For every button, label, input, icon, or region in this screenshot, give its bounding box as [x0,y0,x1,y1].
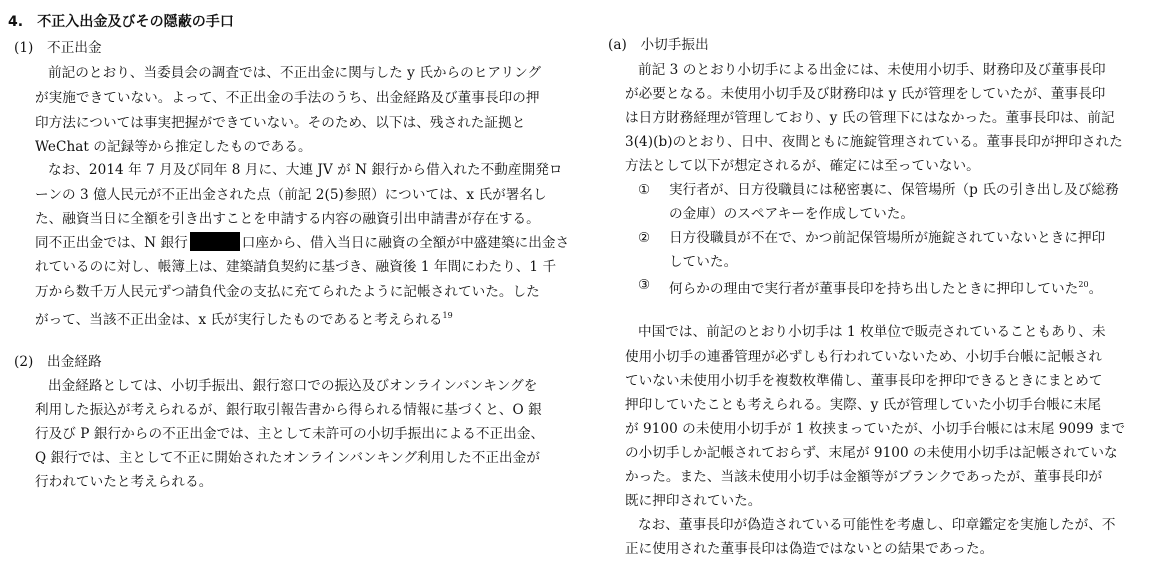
paragraph-line: の小切手しか記帳されておらず、末尾が 9100 の未使用小切手は記帳されていな [625,445,1118,461]
list-item-1-number: ① [638,182,651,198]
paragraph-line: れているのに対し、帳簿上は、建築請負契約に基づき、融資後 1 年間にわたり、1 千 [35,259,557,275]
paragraph-line: 前記 3 のとおり小切手による出金には、未使用小切手、財務印及び董事長印 [638,62,1106,78]
list-item-2-line: 日方役職員が不在で、かつ前記保管場所が施錠されていないときに押印 [669,230,1106,246]
footnote-ref-20[interactable]: 20 [1078,280,1089,289]
paragraph-line: が 9100 の未使用小切手が 1 枚挟まっていたが、小切手台帳には末尾 9099 まで [625,421,1126,437]
paragraph-line: 前記のとおり、当委員会の調査では、不正出金に関与した y 氏からのヒアリング [48,65,542,81]
paragraph-line: 中国では、前記のとおり小切手は 1 枚単位で販売されていることもあり、未 [638,324,1106,340]
subsection-a-label: (a) 小切手振出 [608,37,709,53]
list-item-1-line: の金庫）のスペアキーを作成していた。 [669,206,915,222]
paragraph-line: 出金経路としては、小切手振出、銀行窓口での振込及びオンラインバンキングを [48,378,538,394]
paragraph-line: なお、董事長印が偽造されている可能性を考慮し、印章鑑定を実施したが、不 [638,517,1116,533]
text-after-redaction: 口座から、借入当日に融資の全額が中盛建築に出金さ [241,235,570,251]
paragraph-line: 行及び P 銀行からの不正出金では、主として未許可の小切手振出による不正出金、 [35,426,545,442]
paragraph-line: 使用小切手の連番管理が必ずしも行われていないため、小切手台帳に記帳され [625,349,1102,365]
paragraph-line: は日方財務経理が管理しており、y 氏の管理下にはなかった。董事長印は、前記 [625,110,1115,126]
paragraph-line: 3(4)(b)のとおり、日中、夜間ともに施錠管理されている。董事長印が押印された [625,134,1123,150]
paragraph-line: 印方法については事実把握ができていない。そのため、以下は、残された証拠と [35,115,526,131]
subsection-2-label: (2) 出金経路 [14,354,102,370]
paragraph-line: が必要となる。未使用小切手及び財務印は y 氏が管理をしていたが、董事長印 [625,86,1106,102]
list-item-1-line: 実行者が、日方役職員には秘密裏に、保管場所（p 氏の引き出し及び総務 [669,182,1119,198]
paragraph-line: WeChat の記録等から推定したものである。 [35,139,312,155]
paragraph-line: かった。また、当該未使用小切手は金額等がブランクであったが、董事長印が [625,469,1103,485]
list-item-3-text: 何らかの理由で実行者が董事長印を持ち出したときに押印していた [669,281,1079,297]
paragraph-line: 既に押印されていた。 [625,493,762,509]
paragraph-text: がって、当該不正出金は、x 氏が実行したものであると考えられる [35,312,443,328]
paragraph-line: なお、2014 年 7 月及び同年 8 月に、大連 JV が N 銀行から借入れた不動産開発ロ [48,162,563,178]
paragraph-line: 利用した振込が考えられるが、銀行取引報告書から得られる情報に基づくと、O 銀 [35,402,542,418]
paragraph-line: Q 銀行では、主として不正に開始されたオンラインバンキング利用した不正出金が [35,450,540,466]
paragraph-line-with-redaction [35,231,569,255]
paragraph-line: た、融資当日に全額を引き出すことを申請する内容の融資引出申請書が存在する。 [35,211,540,227]
list-item-3-line-with-footnote [669,273,1102,301]
paragraph-line: 正に使用された董事長印は偽造ではないとの結果であった。 [625,541,994,557]
paragraph-line: 万から数千万人民元ずつ請負代金の支払に充てられたように記帳されていた。した [35,284,540,300]
footnote-ref-19[interactable]: 19 [442,311,453,320]
paragraph-line: ていない未使用小切手を複数枚準備し、董事長印を押印できるときにまとめて [625,373,1103,389]
paragraph-line: ーンの 3 億人民元が不正出金された点（前記 2(5)参照）については、x 氏が署名し [35,187,547,203]
redaction-box [190,232,240,251]
text-before-redaction: 同不正出金では、N 銀行 [35,235,188,251]
paragraph-line: 方法として以下が想定されるが、確定には至っていない。 [625,158,980,174]
paragraph-line-with-footnote [35,304,453,332]
list-item-2-line: していた。 [669,254,738,270]
paragraph-line: が実施できていない。よって、不正出金の手法のうち、出金経路及び董事長印の押 [35,90,540,106]
paragraph-line: 押印していたことも考えられる。実際、y 氏が管理していた小切手台帳に末尾 [625,397,1101,413]
section-heading: 4. 不正入出金及びその隠蔽の手口 [8,14,234,30]
list-item-2-number: ② [638,230,651,246]
paragraph-line: 行われていたと考えられる。 [35,474,213,490]
list-item-3-number: ③ [638,277,651,293]
subsection-1-label: (1) 不正出金 [14,40,102,56]
list-item-3-period: 。 [1088,281,1103,297]
